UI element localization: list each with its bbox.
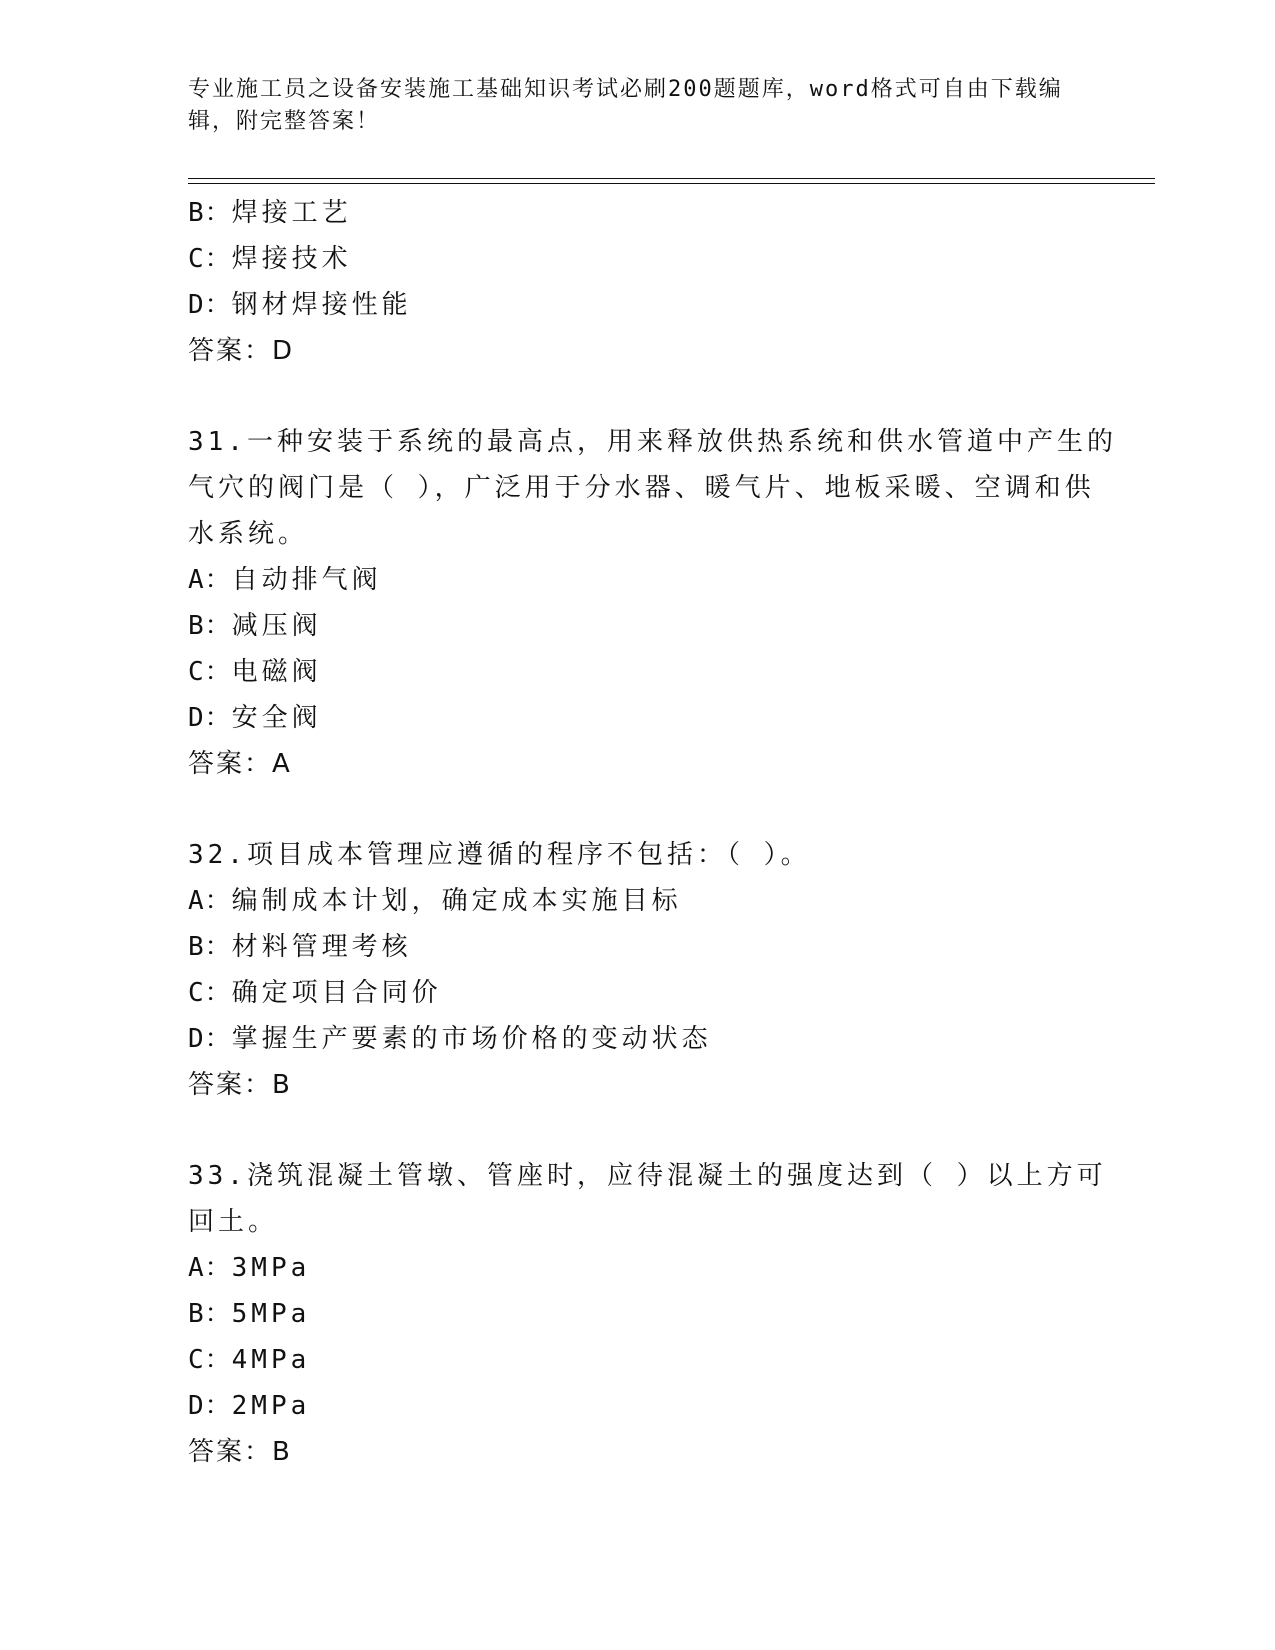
question-text: 浇筑混凝土管墩、管座时，应待混凝土的强度达到（ ）以上方可 (246, 1161, 1107, 1191)
question-text-line: 回土。 (188, 1207, 279, 1237)
option-a (188, 1245, 1088, 1291)
option-letter: B： (188, 932, 232, 962)
question-33 (188, 1153, 1107, 1475)
option-b (188, 1291, 1088, 1337)
option-text: 2MPa (231, 1391, 311, 1421)
option-letter: C： (188, 1345, 232, 1375)
option-text: 自动排气阀 (231, 565, 382, 595)
header-divider-bottom (188, 183, 1155, 184)
option-letter: D： (188, 1024, 232, 1054)
option-letter: A： (188, 565, 232, 595)
option-c (188, 649, 1088, 695)
option-letter: D： (188, 1391, 232, 1421)
option-letter: A： (188, 886, 232, 916)
option-c (188, 236, 1088, 282)
option-text: 编制成本计划，确定成本实施目标 (231, 886, 682, 916)
option-text: 掌握生产要素的市场价格的变动状态 (231, 1024, 712, 1054)
option-text: 材料管理考核 (231, 932, 412, 962)
option-b (188, 190, 1088, 236)
option-text: 减压阀 (231, 611, 322, 641)
question-number: 33. (188, 1161, 247, 1191)
option-letter: C： (188, 657, 232, 687)
option-text: 焊接技术 (231, 244, 352, 274)
answer-line: 答案：B (188, 1070, 292, 1100)
option-b (188, 603, 1088, 649)
option-letter: A： (188, 1253, 232, 1283)
option-text: 电磁阀 (231, 657, 322, 687)
question-text-line: 水系统。 (188, 519, 309, 549)
option-d (188, 1383, 1088, 1429)
question-number: 32. (188, 840, 247, 870)
option-text: 3MPa (231, 1253, 311, 1283)
option-letter: D： (188, 703, 232, 733)
question-text: 项目成本管理应遵循的程序不包括：（ ）。 (246, 840, 811, 870)
question-text-line (188, 419, 1117, 465)
document-header: 专业施工员之设备安装施工基础知识考试必刷200题题库，word格式可自由下载编辑，附完整答案！ (188, 77, 1063, 134)
option-text: 5MPa (231, 1299, 311, 1329)
question-number: 31. (188, 427, 247, 457)
option-text: 焊接工艺 (231, 198, 352, 228)
option-letter: B： (188, 198, 232, 228)
answer-line: 答案：B (188, 1437, 292, 1467)
option-text: 确定项目合同价 (231, 978, 442, 1008)
option-letter: B： (188, 1299, 232, 1329)
option-d (188, 282, 1088, 328)
option-c (188, 1337, 1088, 1383)
option-b (188, 924, 1088, 970)
question-31 (188, 419, 1117, 787)
question-text: 一种安装于系统的最高点，用来释放供热系统和供水管道中产生的 (246, 427, 1117, 457)
option-text: 钢材焊接性能 (231, 290, 412, 320)
option-text: 安全阀 (231, 703, 322, 733)
question-32 (188, 832, 1088, 1108)
option-a (188, 878, 1088, 924)
option-letter: C： (188, 244, 232, 274)
answer-line: 答案：D (188, 336, 295, 366)
spacer (188, 374, 1088, 419)
option-d (188, 695, 1088, 741)
spacer (188, 1108, 1088, 1153)
option-a (188, 557, 1088, 603)
question-content (188, 190, 1117, 1475)
option-text: 4MPa (231, 1345, 311, 1375)
question-text-line: 气穴的阀门是（ ），广泛用于分水器、暖气片、地板采暖、空调和供 (188, 473, 1095, 503)
spacer (188, 787, 1088, 832)
answer-line: 答案：A (188, 749, 292, 779)
header-divider-top (188, 178, 1155, 179)
option-c (188, 970, 1088, 1016)
option-letter: C： (188, 978, 232, 1008)
option-letter: B： (188, 611, 232, 641)
question-text-line (188, 832, 1088, 878)
question-text-line (188, 1153, 1107, 1199)
option-letter: D： (188, 290, 232, 320)
option-d (188, 1016, 1088, 1062)
